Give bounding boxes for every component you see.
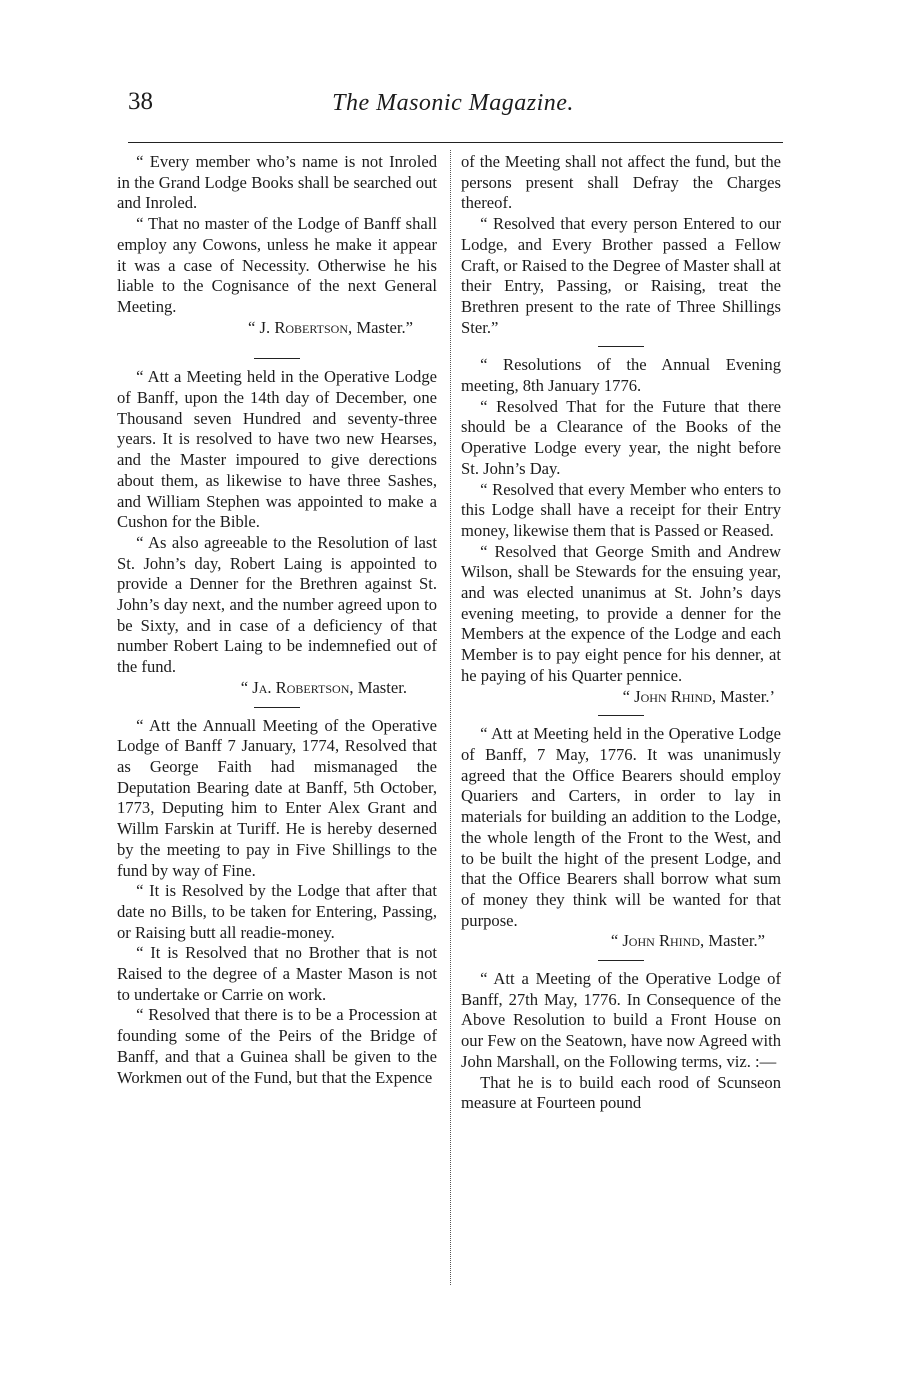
signature-role: Master.” (356, 317, 413, 337)
section-separator (254, 358, 300, 359)
paragraph: That he is to build each rood of Scunseon measure at Fourteen pound (461, 1072, 781, 1113)
header-rule (128, 142, 783, 143)
section-separator (598, 346, 644, 347)
right-column (461, 152, 781, 1114)
signature-role: Master.’ (720, 686, 775, 706)
running-title: The Masonic Magazine. (332, 90, 574, 116)
signature-role: Master. (357, 677, 407, 697)
signature-name: “ John Rhind, (622, 686, 716, 706)
running-header (128, 88, 778, 128)
paragraph: “ Resolved that every person Entered to our Lodge, and Every Brother passed a Fellow Craft, or Raised to the Degree of Master shall at their Entry, Passing, or Raising, treat the Brethren present to the rate of Three Shillings Ster.” (461, 214, 781, 337)
signature (117, 678, 437, 699)
signature (461, 687, 781, 708)
paragraph: “ As also agreeable to the Resolution of last St. John’s day, Robert Laing is appointed to provide a Denner for the Brethren against St. John’s day next, and the number agreed upon to be Sixty, and in case of a deficiency of that number Robert Laing to be indemnefied out of the fund. (117, 532, 437, 677)
paragraph: “ Att at Meeting held in the Operative Lodge of Banff, 7 May, 1776. It was unanimusly agreed that the Office Bearers should employ Quariers and Carters, in order to lay in materials for building an addition to the Lodge, the whole length of the Front to the West, and to be built the hight of the present Lodge, and that the Office Bearers shall borrow what sum of money they think will be wanted for that purpose. (461, 724, 781, 930)
column-divider (450, 150, 451, 1285)
page-number: 38 (128, 88, 153, 115)
signature (461, 931, 781, 952)
paragraph: “ It is Resolved by the Lodge that after that date no Bills, to be taken for Entering, Passing, or Raising butt all readie-money. (117, 881, 437, 942)
paragraph: “ Att a Meeting of the Operative Lodge of Banff, 27th May, 1776. In Consequence of the Above Resolution to build a Front House on our Few on the Seatown, have now Agreed with John Marshall, on the Following terms, viz. :— (461, 969, 781, 1071)
section-separator (254, 707, 300, 708)
paragraph: “ Resolutions of the Annual Evening meeting, 8th January 1776. (461, 355, 781, 396)
paragraph: “ Resolved that George Smith and Andrew Wilson, shall be Stewards for the ensuing year, and was elected unanimus at St. John’s days evening meeting, to provide a denner for the Members at the expence of the Lodge and each Member is to pay eight pence for his denner, at he paying of his Quarter pennice. (461, 541, 781, 685)
signature-name: “ J. Robertson, (248, 317, 353, 337)
left-column (117, 152, 437, 1088)
spacer (117, 338, 437, 350)
paragraph: “ Att the Annuall Meeting of the Operative Lodge of Banff 7 January, 1774, Resolved that as George Faith had mismanaged the Deputation Bearing date at Banff, 5th October, 1773, Deputing him to Enter Alex Grant and Willm Farskin at Turiff. He is hereby deserned by the meeting to pay in Five Shillings to the fund by way of Fine. (117, 715, 437, 880)
paragraph: “ Att a Meeting held in the Operative Lodge of Banff, upon the 14th day of December, one Thousand seven Hundred and seventy-three years. It is resolved to have two new Hearses, and the Master impoured to give derections about them, as likewise to have three Sashes, and William Stephen was appointed to make a Cushon for the Bible. (117, 367, 437, 532)
signature-name: “ Ja. Robertson, (240, 677, 354, 697)
section-separator (598, 960, 644, 961)
paragraph: “ It is Resolved that no Brother that is not Raised to the degree of a Master Mason is not to undertake or Carrie on work. (117, 943, 437, 1004)
paragraph: “ Resolved that there is to be a Procession at founding some of the Peirs of the Bridge of Banff, and that a Guinea shall be given to the Workmen out of the Fund, but that the Expence (117, 1005, 437, 1087)
section-separator (598, 715, 644, 716)
paragraph: “ Resolved that every Member who enters to this Lodge shall have a receipt for their Entry money, likewise them that is Passed or Reased. (461, 479, 781, 540)
paragraph: “ Every member who’s name is not Inroled in the Grand Lodge Books shall be searched out and Inroled. (117, 152, 437, 213)
signature-role: Master.” (708, 931, 765, 951)
signature-name: “ John Rhind, (610, 931, 705, 951)
paragraph: “ Resolved That for the Future that there should be a Clearance of the Books of the Operative Lodge every year, the night before St. John’s Day. (461, 396, 781, 478)
signature (117, 318, 437, 339)
paragraph: of the Meeting shall not affect the fund, but the persons present shall Defray the Charges thereof. (461, 152, 781, 213)
paragraph: “ That no master of the Lodge of Banff shall employ any Cowons, unless he make it appear it was a case of Necessity. Otherwise he his liable to the Cognisance of the next General Meeting. (117, 214, 437, 316)
